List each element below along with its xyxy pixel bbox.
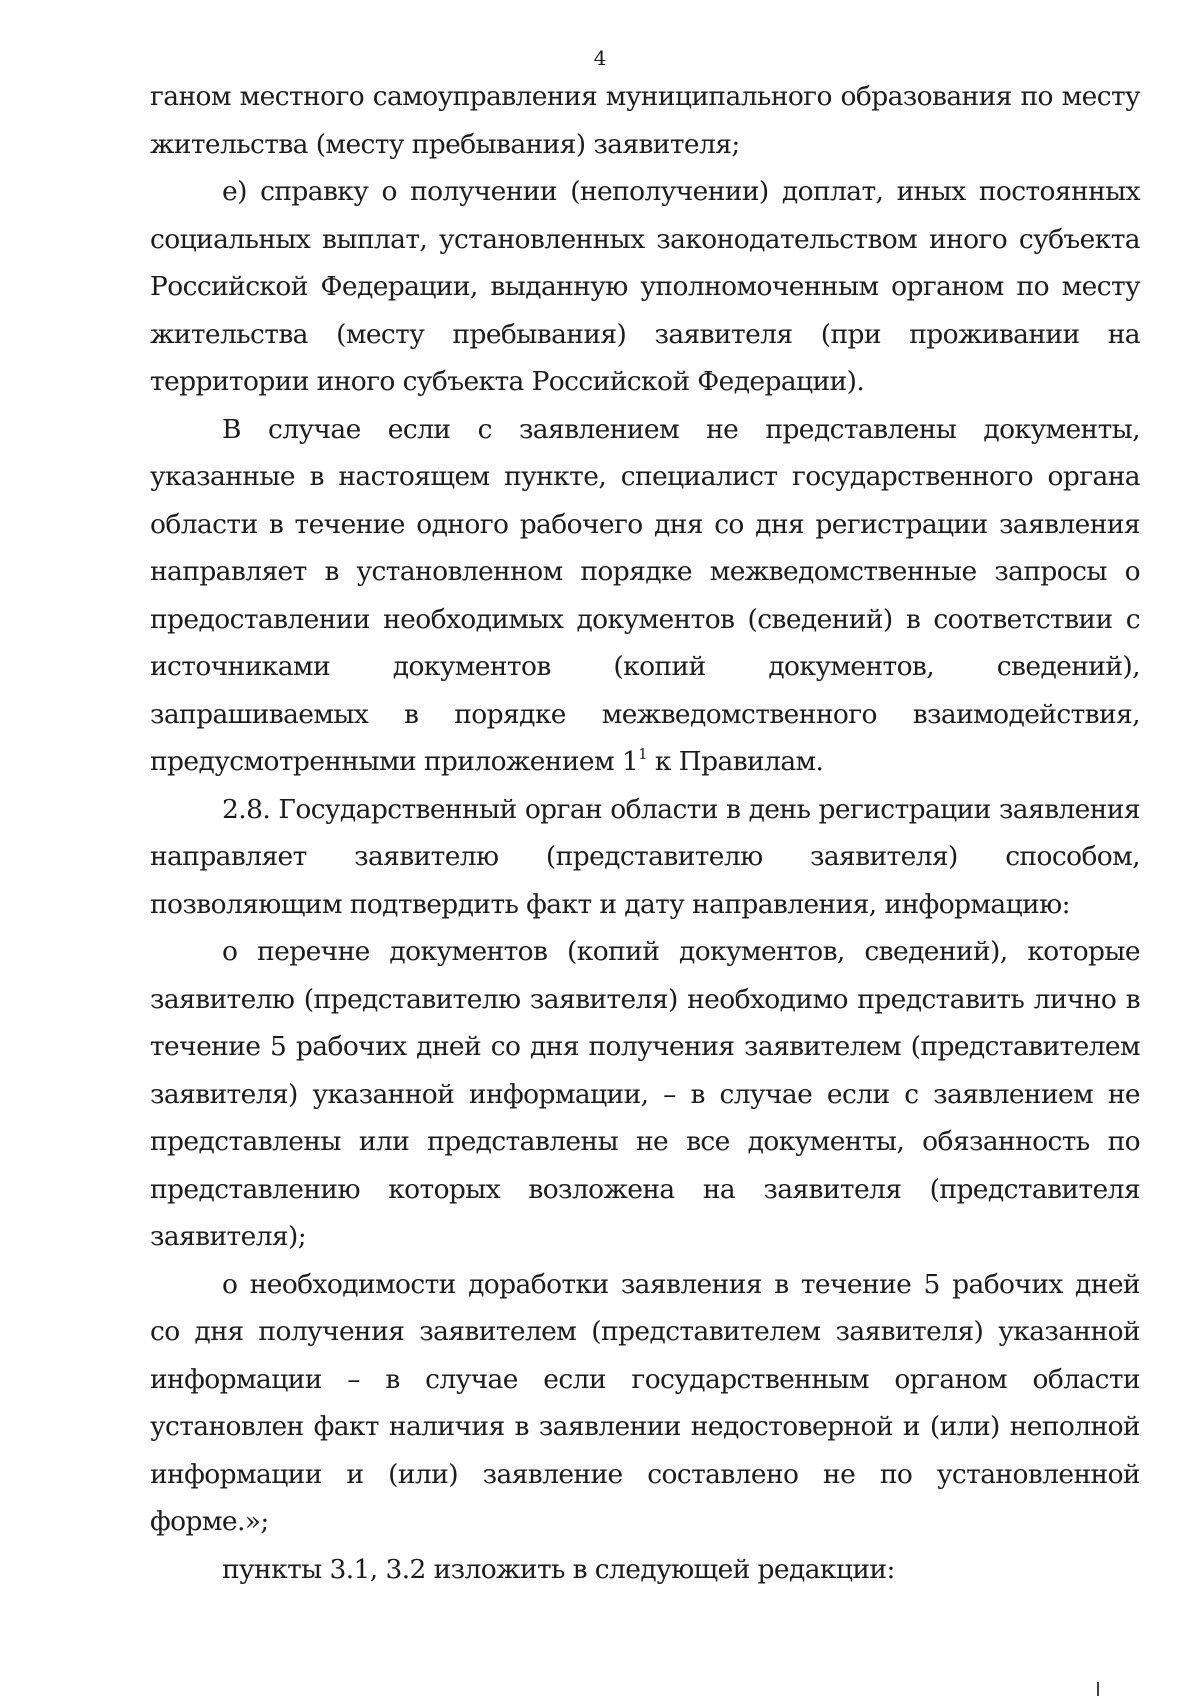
paragraph-document-list: о перечне документов (копий документов, сведений), которые заявителю (представителю заявителя) необходимо представить лично в течение 5 рабочих дней со дня получения заявителем (представителем заявителя) указанной информации, – в случае если с заявлением не представлены или представлены не все документы, обязанность по представлению которых возложена на заявителя (представителя заявителя); xyxy=(150,936,1140,1252)
paragraph-revision: о необходимости доработки заявления в течение 5 рабочих дней со дня получения заявителем (представителем заявителя) указанной информации – в случае если государственным органом области установлен факт наличия в заявлении недостоверной и (или) неполной информации и (или) заявление составлено не по установленной форме.»; xyxy=(150,1268,1140,1537)
document-body xyxy=(150,73,1140,1593)
paragraph-items-3-1-3-2: пункты 3.1, 3.2 изложить в следующей редакции: xyxy=(222,1553,895,1585)
paragraph-2-8: 2.8. Государственный орган области в день регистрации заявления направляет заявителю (представителю заявителя) способом, позволяющим подтвердить факт и дату направления, информацию: xyxy=(150,793,1140,920)
page-number: 4 xyxy=(593,46,607,70)
paragraph-text-end: к Правилам. xyxy=(647,746,824,777)
scan-artifact xyxy=(1097,1682,1099,1696)
paragraph-text: В случае если с заявлением не представлены документы, указанные в настоящем пункте, специалист государственного органа области в течение одного рабочего дня со дня регистрации заявления направляет в установленном порядке межведомственные запросы о предоставлении необходимых документов (сведений) в соответствии с источниками документов (копий документов, сведений), запрашиваемых в порядке межведомственного взаимодействия, предусмотренными приложением 1 xyxy=(150,413,1140,777)
paragraph-item-e: е) справку о получении (неполучении) доплат, иных постоянных социальных выплат, установленных законодательством иного субъекта Российской Федерации, выданную уполномоченным органом по месту жительства (месту пребывания) заявителя (при проживании на территории иного субъекта Российской Федерации). xyxy=(150,176,1140,397)
superscript-footnote: 1 xyxy=(638,745,648,763)
paragraph-continuation: ганом местного самоуправления муниципального образования по месту жительства (месту пребывания) заявителя; xyxy=(150,81,1140,160)
paragraph-interagency-requests xyxy=(150,406,1140,786)
